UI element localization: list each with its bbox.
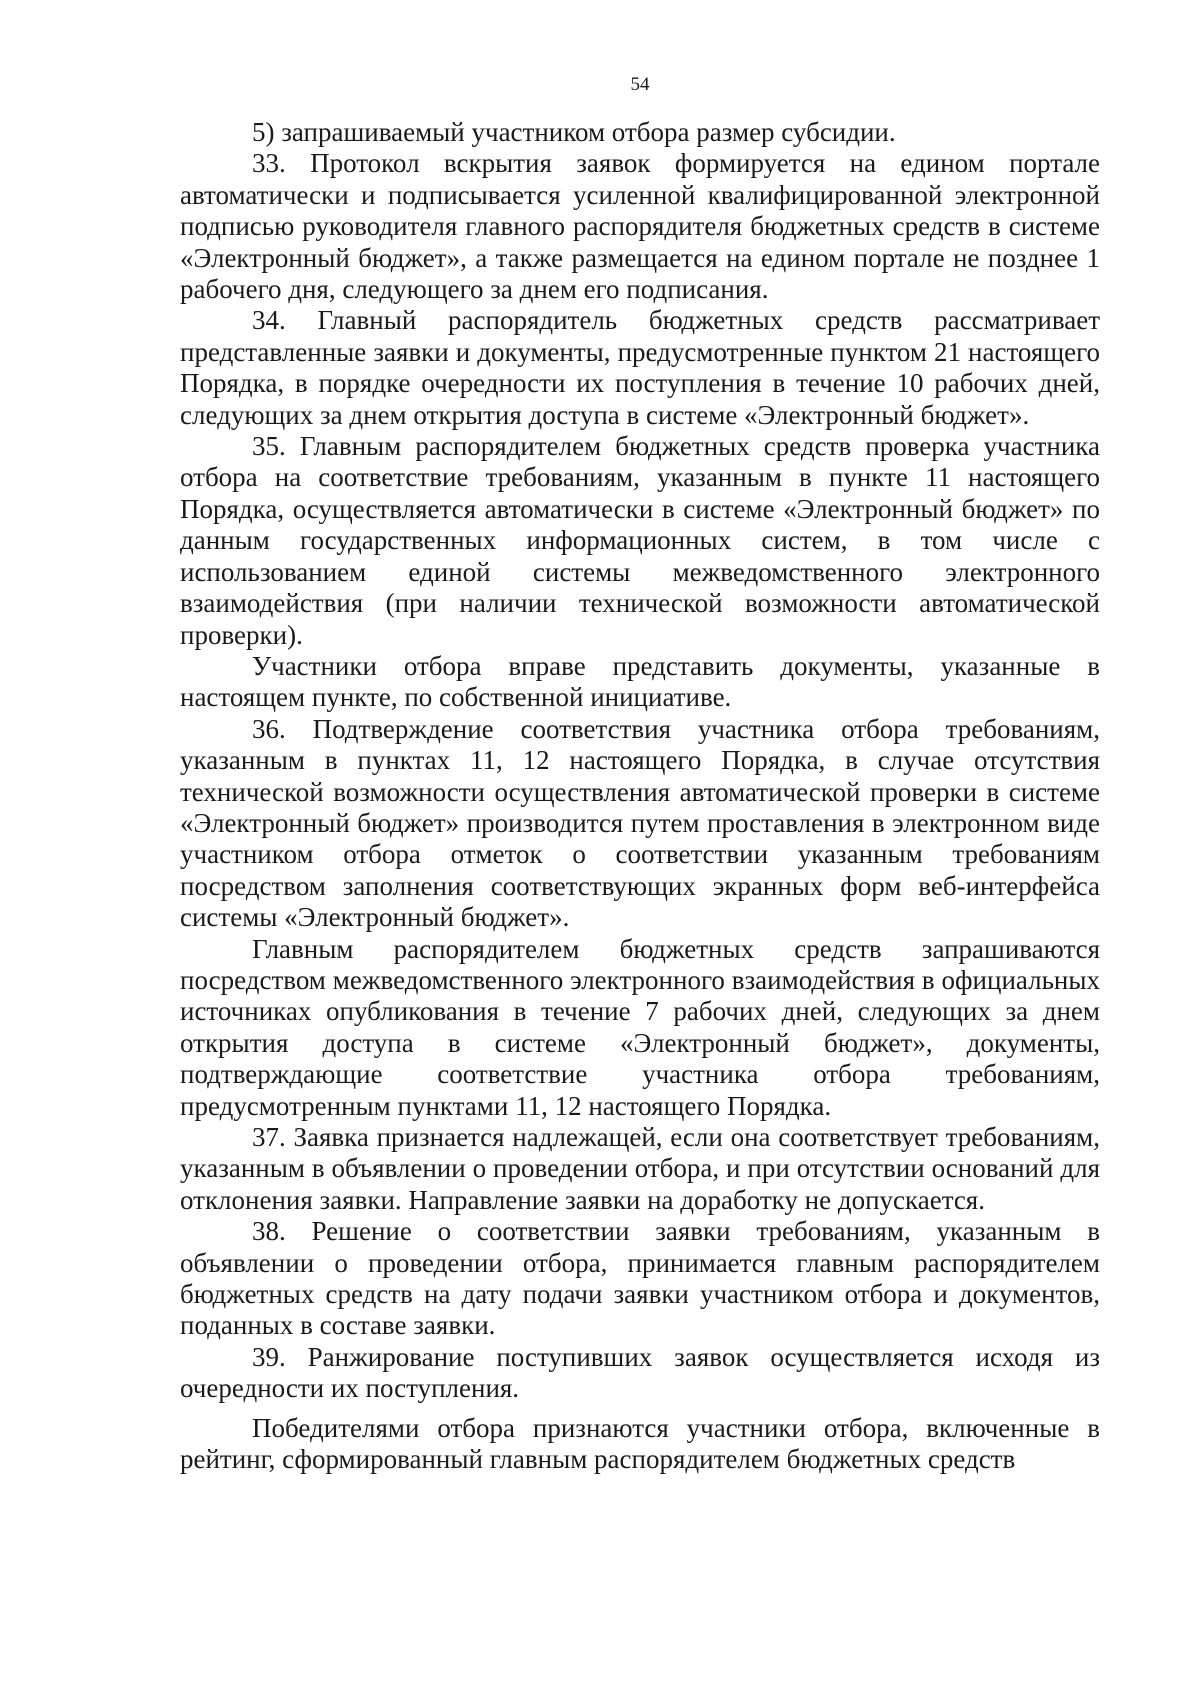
paragraph-35-note: Участники отбора вправе представить документы, указанные в настоящем пункте, по собственной инициативе. bbox=[180, 650, 1100, 713]
paragraph-item-5: 5) запрашиваемый участником отбора размер субсидии. bbox=[252, 117, 896, 147]
paragraph-33: 33. Протокол вскрытия заявок формируется на едином портале автоматически и подписывается усиленной квалифицированной электронной подписью руководителя главного распорядителя бюджетных средств в системе «Электронный бюджет», а также размещается на едином портале не позднее 1 рабочего дня, следующего за днем его подписания. bbox=[180, 148, 1100, 305]
paragraph-38: 38. Решение о соответствии заявки требованиям, указанным в объявлении о проведении отбора, принимается главным распорядителем бюджетных средств на дату подачи заявки участником отбора и документов, поданных в составе заявки. bbox=[180, 1216, 1100, 1341]
paragraph-37: 37. Заявка признается надлежащей, если она соответствует требованиям, указанным в объявлении о проведении отбора, и при отсутствии оснований для отклонения заявки. Направление заявки на доработку не допускается. bbox=[180, 1122, 1100, 1215]
paragraph-36-continuation: Главным распорядителем бюджетных средств запрашиваются посредством межведомственного электронного взаимодействия в официальных источниках опубликования в течение 7 рабочих дней, следующих за днем открытия доступа в системе «Электронный бюджет», документы, подтверждающие соответствие участника отбора требованиям, предусмотренным пунктами 11, 12 настоящего Порядка. bbox=[180, 933, 1100, 1121]
paragraph-36: 36. Подтверждение соответствия участника отбора требованиям, указанным в пунктах 11, 12 настоящего Порядка, в случае отсутствия технической возможности осуществления автоматической проверки в системе «Электронный бюджет» производится путем проставления в электронном виде участником отбора отметок о соответствии указанным требованиям посредством заполнения соответствующих экранных форм веб-интерфейса системы «Электронный бюджет». bbox=[180, 713, 1100, 933]
document-body bbox=[180, 117, 1100, 1475]
page-number: 54 bbox=[630, 74, 650, 95]
paragraph-35: 35. Главным распорядителем бюджетных средств проверка участника отбора на соответствие требованиям, указанным в пункте 11 настоящего Порядка, осуществляется автоматически в системе «Электронный бюджет» по данным государственных информационных систем, в том числе с использованием единой системы межведомственного электронного взаимодействия (при наличии технической возможности автоматической проверки). bbox=[180, 431, 1100, 650]
paragraph-winners: Победителями отбора признаются участники отбора, включенные в рейтинг, сформированный главным распорядителем бюджетных средств bbox=[180, 1412, 1100, 1475]
paragraph-39: 39. Ранжирование поступивших заявок осуществляется исходя из очередности их поступления. bbox=[180, 1341, 1100, 1404]
paragraph-34: 34. Главный распорядитель бюджетных средств рассматривает представленные заявки и документы, предусмотренные пунктом 21 настоящего Порядка, в порядке очередности их поступления в течение 10 рабочих дней, следующих за днем открытия доступа в системе «Электронный бюджет». bbox=[180, 305, 1100, 430]
